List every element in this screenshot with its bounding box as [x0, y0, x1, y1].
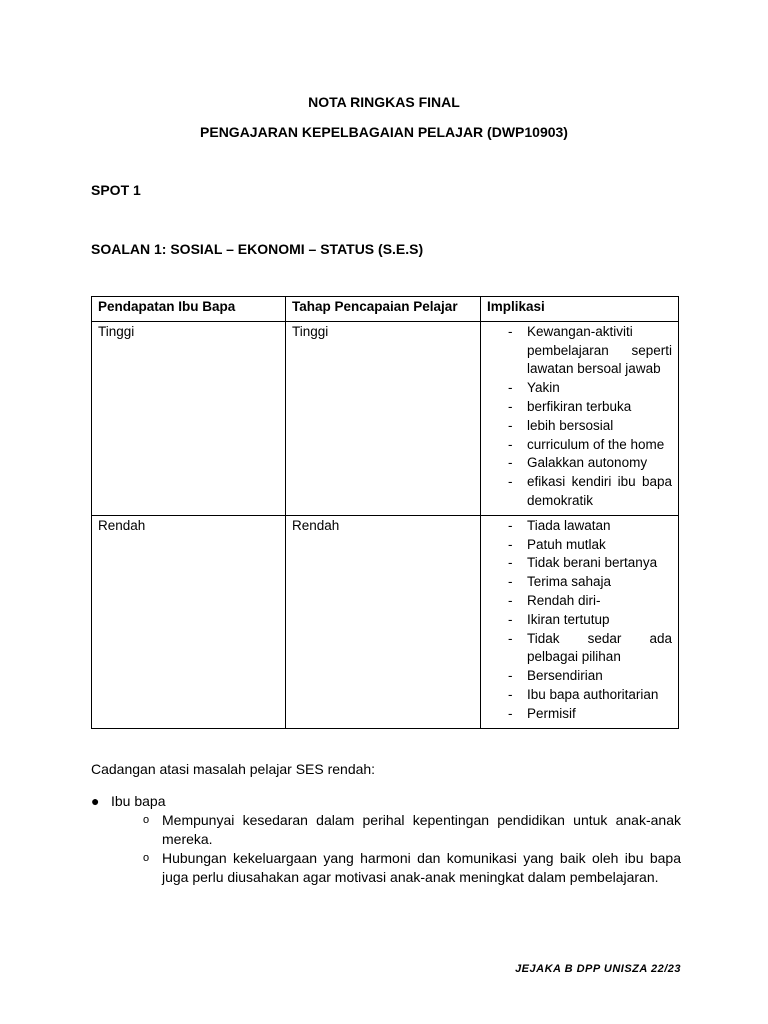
list-item: - Permisif [487, 705, 672, 724]
bullet-item [91, 792, 681, 811]
sub-bullet-item [91, 849, 681, 887]
spot-label: SPOT 1 [91, 182, 141, 198]
header-achievement: Tahap Pencapaian Pelajar [286, 297, 481, 322]
ses-table [91, 296, 679, 729]
proposal-intro: Cadangan atasi masalah pelajar SES rendah: [91, 761, 376, 777]
table-header-row [92, 297, 679, 322]
document-subtitle: PENGAJARAN KEPELBAGAIAN PELAJAR (DWP10903) [200, 124, 568, 140]
header-income: Pendapatan Ibu Bapa [92, 297, 286, 322]
implications-list [487, 517, 672, 724]
list-item: - Patuh mutlak [487, 536, 672, 555]
implications-cell [481, 515, 679, 728]
table-row [92, 515, 679, 728]
list-item: - Kewangan-aktiviti pembelajaran seperti lawatan bersoal jawab [487, 323, 672, 379]
list-item: - Tidak berani bertanya [487, 554, 672, 573]
bullet-label: Ibu bapa [111, 793, 166, 809]
list-item: - Rendah diri- [487, 592, 672, 611]
list-item: - Yakin [487, 379, 672, 398]
list-item: - Ibu bapa authoritarian [487, 686, 672, 705]
list-item: - Bersendirian [487, 667, 672, 686]
list-item: - berfikiran terbuka [487, 398, 672, 417]
sub-bullet-text: Mempunyai kesedaran dalam perihal kepentingan pendidikan untuk anak-anak mereka. [162, 812, 681, 847]
list-item: - Galakkan autonomy [487, 454, 672, 473]
implications-cell [481, 321, 679, 515]
list-item: - Ikiran tertutup [487, 611, 672, 630]
list-item: - Tidak sedar ada pelbagai pilihan [487, 630, 672, 668]
implications-list [487, 323, 672, 511]
income-cell: Tinggi [92, 321, 286, 515]
sub-bullet-text: Hubungan kekeluargaan yang harmoni dan komunikasi yang baik oleh ibu bapa juga perlu diusahakan agar motivasi anak-anak meningkat dalam pembelajaran. [162, 850, 681, 885]
question-heading: SOALAN 1: SOSIAL – EKONOMI – STATUS (S.E.S) [91, 241, 424, 257]
page-footer: JEJAKA B DPP UNISZA 22/23 [515, 963, 681, 975]
list-item: - Tiada lawatan [487, 517, 672, 536]
sub-bullet-item [91, 811, 681, 849]
list-item: - Terima sahaja [487, 573, 672, 592]
income-cell: Rendah [92, 515, 286, 728]
list-item: - efikasi kendiri ibu bapa demokratik [487, 473, 672, 511]
table-row [92, 321, 679, 515]
document-title: NOTA RINGKAS FINAL [308, 94, 460, 110]
circle-bullet-icon: o [143, 814, 150, 826]
achievement-cell: Rendah [286, 515, 481, 728]
circle-bullet-icon: o [143, 852, 150, 864]
list-item: - curriculum of the home [487, 436, 672, 455]
header-implications: Implikasi [481, 297, 679, 322]
list-item: - lebih bersosial [487, 417, 672, 436]
achievement-cell: Tinggi [286, 321, 481, 515]
proposal-list [91, 792, 681, 887]
bullet-icon: ● [91, 793, 100, 809]
